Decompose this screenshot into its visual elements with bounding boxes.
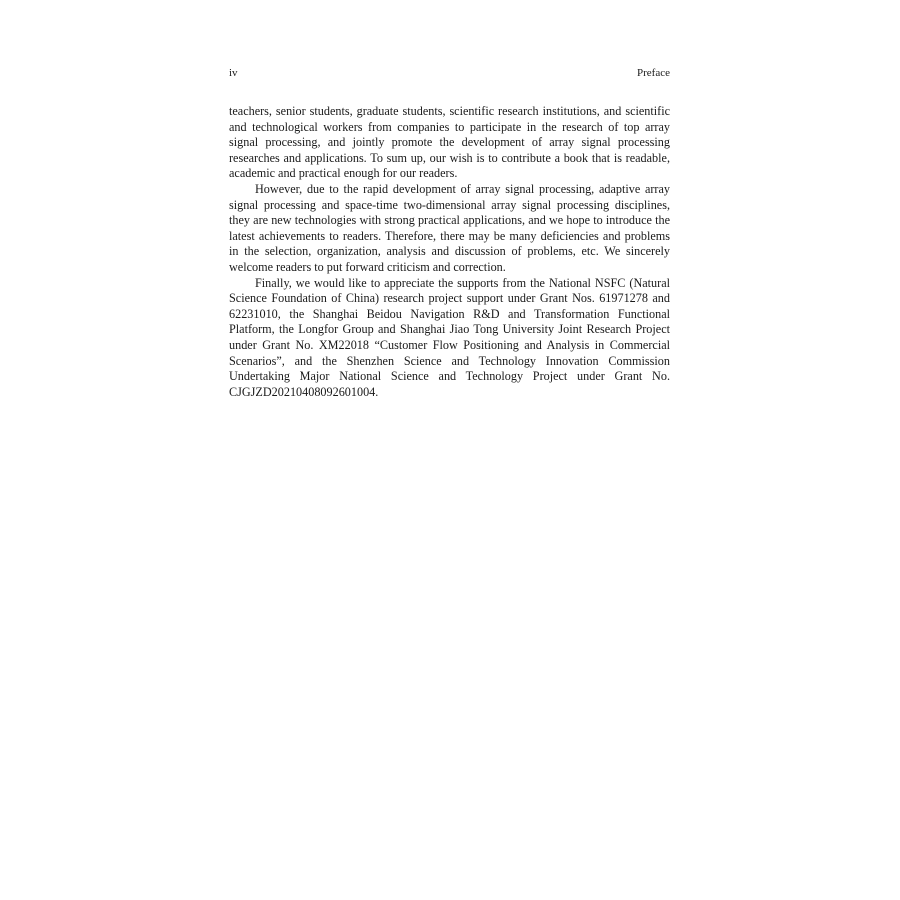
page-number: iv [229, 67, 238, 79]
paragraph-acknowledgements: Finally, we would like to appreciate the supports from the National NSFC (Natural Science Foundation of China) research project support under Grant Nos. 61971278 and 62231010, the Shanghai Beidou Navigation R&D and Transformation Functional Platform, the Longfor Group and Shanghai Jiao Tong University Joint Research Project under Grant No. XM22018 “Customer Flow Positioning and Analysis in Commercial Scenarios”, and the Shenzhen Science and Technology Innovation Commission Undertaking Major National Science and Technology Project under Grant No. CJGJZD20210408092601004. [229, 275, 670, 399]
running-header [229, 65, 670, 81]
paragraph-continuation: teachers, senior students, graduate students, scientific research institutions, and scientific and technological workers from companies to participate in the research of top array signal processing, and jointly promote the development of array signal processing researches and applications. To sum up, our wish is to contribute a book that is readable, academic and practical enough for our readers. [229, 104, 670, 181]
body-text [229, 104, 670, 400]
running-title: Preface [637, 67, 670, 79]
paragraph-limitations: However, due to the rapid development of array signal processing, adaptive array signal processing and space-time two-dimensional array signal processing disciplines, they are new technologies with strong practical applications, and we hope to introduce the latest achievements to readers. Therefore, there may be many deficiencies and problems in the selection, organization, analysis and discussion of problems, etc. We sincerely welcome readers to put forward criticism and correction. [229, 181, 670, 274]
